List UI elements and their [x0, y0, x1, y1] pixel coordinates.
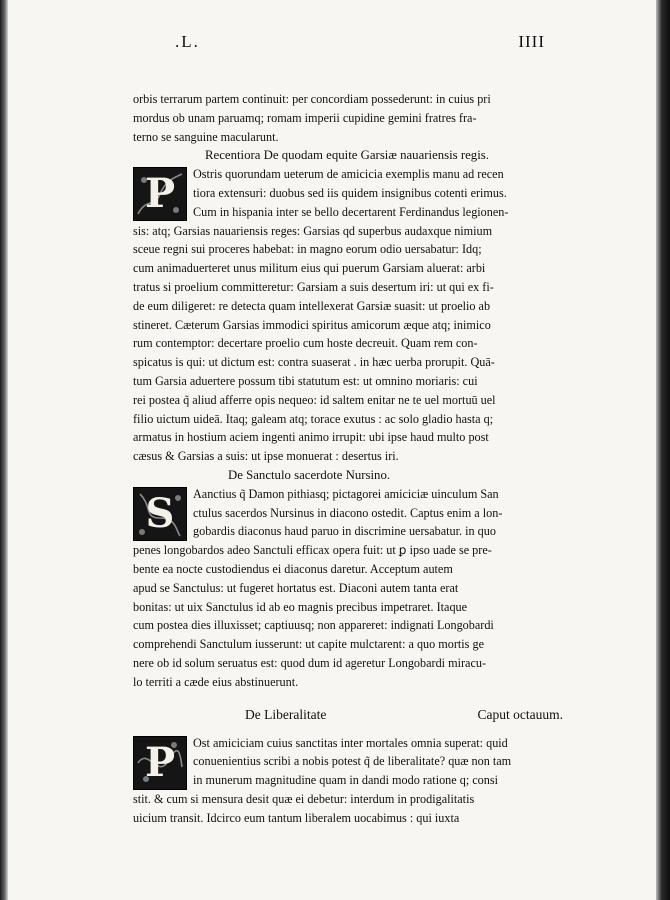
text-line: tum Garsia aduertere possum tibi statutum est: ut omnino moriaris: cui — [133, 373, 478, 388]
decorated-initial — [133, 167, 187, 221]
text-line: in munerum magnitudine quam in dandi modo ratione q; consi — [193, 773, 498, 788]
text-line: conuenientius scribi a nobis potest q̃ de liberalitate? quæ non tam — [193, 754, 512, 769]
chapter-number: Caput octauum. — [477, 706, 563, 722]
decorated-initial — [133, 736, 187, 790]
text-line: Ost amiciciam cuius sanctitas inter mortales omnia superat: quid — [193, 735, 508, 750]
initial-letter: P — [144, 738, 176, 786]
text-line: ctulus sacerdos Nursinus in diacono ostedit. Captus enim a lon- — [193, 505, 503, 520]
initial-letter: S — [145, 489, 175, 537]
folio-number: IIII — [518, 32, 545, 51]
text-line: lo territi a cæde eius abstinuerunt. — [133, 674, 299, 689]
text-block — [133, 90, 563, 827]
text-line: cum animaduerteret unus militum eius qui puerum Garsiam aluerat: arbi — [133, 261, 486, 276]
decorated-initial — [133, 487, 187, 541]
text-line: bonitas: ut uix Sanctulus id ab eo magnis precibus impetraret. Itaque — [133, 599, 468, 614]
text-line: Aanctius q̃ Damon pithiasq; pictagorei amiciciæ uinculum San — [193, 486, 499, 501]
text-line: comprehendi Sanctulum iusserunt: ut capite mulctarent: a quo mortis ge — [133, 637, 484, 652]
text-line: penes longobardos adeo Sanctuli efficax opera fuit: ut ꝑ ipso uade se pre- — [133, 543, 492, 558]
text-line: tratus si proelium committeretur: Garsiam a suis desertum iri: ut qui ex fi- — [133, 279, 494, 294]
text-line: stineret. Cæterum Garsias immodici spiritus amicorum æque atq; inimico — [133, 317, 491, 332]
section-heading: De Sanctulo sacerdote Nursino. — [228, 467, 391, 482]
page-binding-shadow — [0, 0, 8, 900]
text-line: uicium transit. Idcirco eum tantum liberalem uocabimus : qui iuxta — [133, 810, 460, 825]
section-garsias — [133, 165, 563, 466]
text-line: stit. & cum si mensura desit quæ ei debetur: interdum in prodigalitatis — [133, 791, 475, 806]
text-line: cum postea dies illuxisset; captiuusq; non appareret: indignati Longobardi — [133, 618, 494, 633]
text-line: tiora extensuri: duobus sed iis quidem insignibus cotenti erimus. — [193, 185, 507, 200]
text-line: rum contemptor: decertare proelio cum hoste decreuit. Quam rem con- — [133, 336, 478, 351]
text-line: sis: atq; Garsias nauariensis reges: Garsias qd superbus audaxque nimium — [133, 223, 493, 238]
text-line: armatus in hostium aciem ingenti animo irrupit: ubi ipse haud multo post — [133, 430, 489, 445]
text-line: bente ea nocte custodiendus ei diaconus daretur. Acceptum autem — [133, 561, 453, 576]
text-line: mordus ob unam paruamq; romam imperii cupidine gemini fratres fra- — [133, 110, 477, 125]
text-line: filio uictum uideā. Itaq; galeam atq; torace exutus : ac solo gladio hasta q; — [133, 411, 494, 426]
header-letter: .L. — [175, 32, 200, 51]
text-line: Cum in hispania inter se bello decertarent Ferdinandus legionen- — [193, 204, 509, 219]
section-sanctulus — [133, 485, 563, 692]
passage-opening — [133, 90, 563, 146]
text-line: orbis terrarum partem continuit: per concordiam possederunt: in cuius pri — [133, 92, 491, 106]
text-line: gobardis diaconus haud paruo in discrimine uersabatur. in quo — [193, 524, 496, 539]
chapter-title: De Liberalitate — [245, 706, 327, 722]
text-line: cæsus & Garsias a suis: ut ipse monuerat : desertus iri. — [133, 449, 399, 464]
chapter-heading — [133, 700, 563, 730]
text-line: nere ob id solum seruatus est: quod dum id ageretur Longobardi miracu- — [133, 655, 487, 670]
text-line: spicatus is qui: ut dictum est: contra suaserat . in hæc uerba prorupit. Quā- — [133, 355, 495, 370]
text-line: sceue regni sui proceres habebat: in magno eorum odio uersabatur: Idq; — [133, 242, 482, 257]
text-line: rei postea q̃ aliud afferre opis nequeo: id saltem enitar ne te uel mortuū uel — [133, 392, 496, 407]
page-edge-shadow — [656, 0, 670, 900]
text-line: de eum diligeret: re detecta quam intellexerat Garsiæ suasit: ut proelio ab — [133, 298, 491, 313]
text-line: apud se Sanctulus: ut fugeret hortatus est. Diaconi autem tanta erat — [133, 580, 459, 595]
initial-letter: P — [144, 170, 176, 218]
section-liberalitate — [133, 734, 563, 828]
text-line: Ostris quorundam ueterum de amicicia exemplis manu ad recen — [193, 167, 504, 182]
text-line: terno se sanguine macularunt. — [133, 129, 279, 144]
section-heading: Recentiora De quodam equite Garsiæ nauariensis regis. — [205, 148, 489, 163]
